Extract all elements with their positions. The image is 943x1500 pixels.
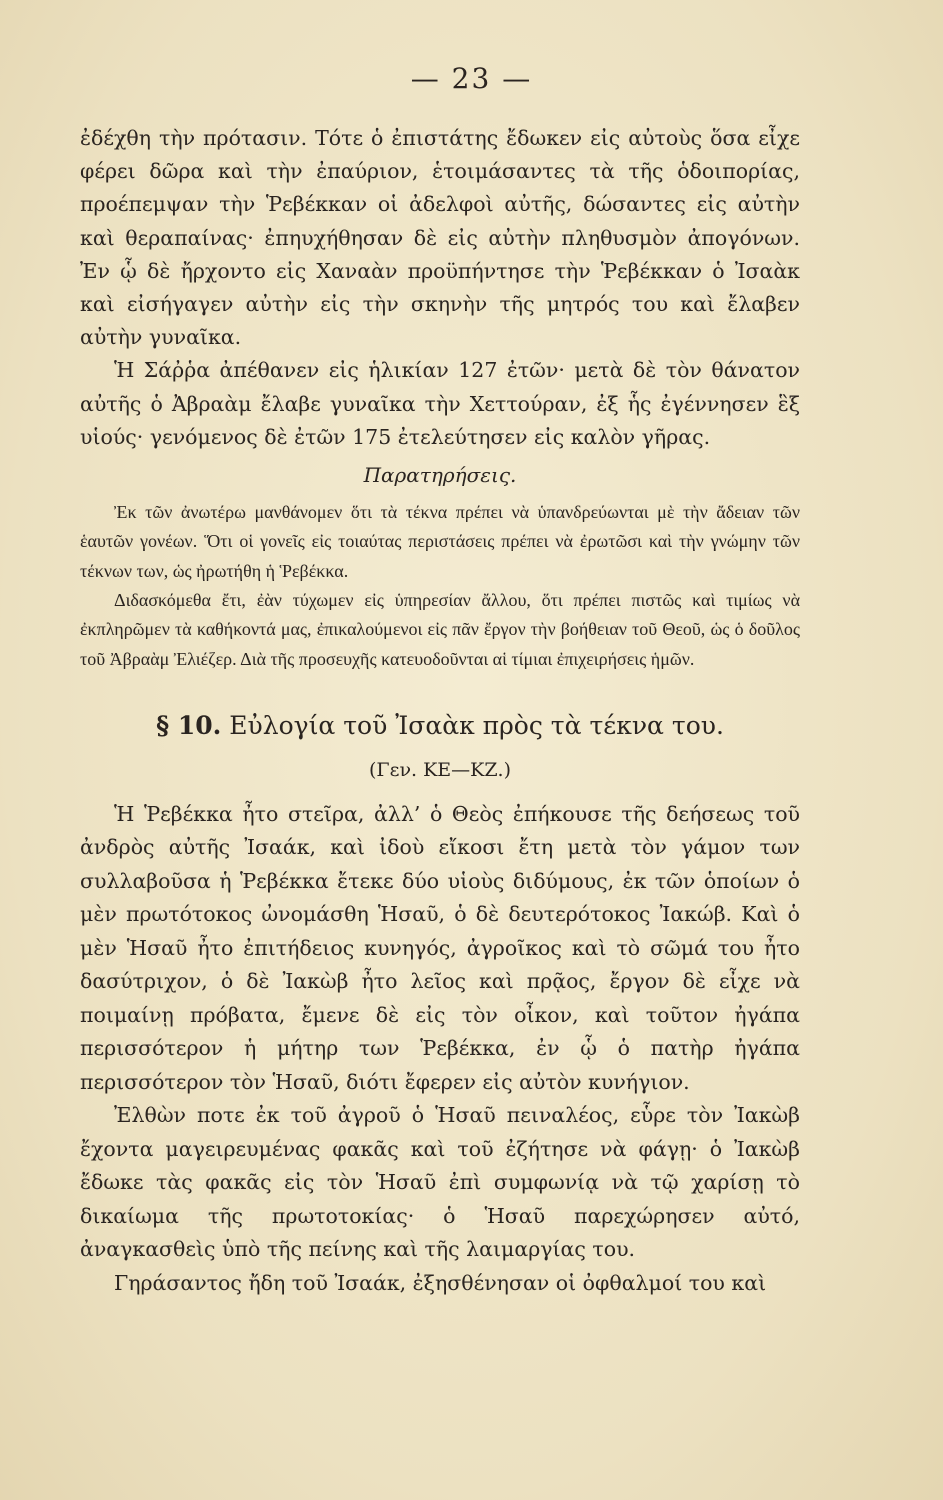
- page-content: [80, 122, 800, 1300]
- section-number: § 10.: [156, 710, 222, 740]
- section-reference: (Γεν. ΚΕ—ΚΖ.): [369, 758, 511, 781]
- observation-paragraph: Ἐκ τῶν ἀνωτέρω μανθάνομεν ὅτι τὰ τέκνα πρέπει νὰ ὑπανδρεύωνται μὲ τὴν ἄδειαν τῶν ἑαυτῶν γονέων. Ὅτι οἱ γονεῖς εἰς τοιαύτας περιστάσεις πρέπει νὰ ἐρωτῶσι καὶ τὴν γνώμην τῶν τέκνων των, ὡς ἠρωτήθη ἡ Ῥεβέκκα.: [80, 502, 800, 581]
- observations-heading: Παρατηρήσεις.: [363, 463, 517, 488]
- section-title: Εὐλογία τοῦ Ἰσαὰκ πρὸς τὰ τέκνα του.: [229, 710, 724, 740]
- paragraph: ἐδέχθη τὴν πρότασιν. Τότε ὁ ἐπιστάτης ἔδωκεν εἰς αὐτοὺς ὅσα εἶχε φέρει δῶρα καὶ τὴν ἐπαύριον, ἑτοιμάσαντες τὰ τῆς ὁδοιπορίας, προέπεμψαν τὴν Ῥεβέκκαν οἱ ἀδελφοὶ αὐτῆς, δώσαντες εἰς αὐτὴν καὶ θεραπαίνας· ἐπηυχήθησαν δὲ εἰς αὐτὴν πληθυσμὸν ἀπογόνων. Ἐν ᾧ δὲ ἤρχοντο εἰς Χαναὰν προϋπήντησε τὴν Ῥεβέκκαν ὁ Ἰσαὰκ καὶ εἰσήγαγεν αὐτὴν εἰς τὴν σκηνὴν τῆς μητρός του καὶ ἔλαβεν αὐτὴν γυναῖκα.: [80, 126, 800, 350]
- paragraph: Γηράσαντος ἤδη τοῦ Ἰσαάκ, ἐξησθένησαν οἱ ὀφθαλμοί του καὶ: [114, 1270, 767, 1295]
- paragraph: Ἡ Ῥεβέκκα ἦτο στεῖρα, ἀλλ’ ὁ Θεὸς ἐπήκουσε τῆς δεήσεως τοῦ ἀνδρὸς αὐτῆς Ἰσαάκ, καὶ ἰδοὺ εἴκοσι ἔτη μετὰ τὸν γάμον των συλλαβοῦσα ἡ Ῥεβέκκα ἔτεκε δύο υἱοὺς διδύμους, ἐκ τῶν ὁποίων ὁ μὲν πρωτότοκος ὠνομάσθη Ἡσαῦ, ὁ δὲ δευτερότοκος Ἰακώβ. Καὶ ὁ μὲν Ἡσαῦ ἦτο ἐπιτήδειος κυνηγός, ἀγροῖκος καὶ τὸ σῶμά του ἦτο δασύτριχον, ὁ δὲ Ἰακὼβ ἦτο λεῖος καὶ πρᾷος, ἔργον δὲ εἶχε νὰ ποιμαίνῃ πρόβατα, ἔμενε δὲ εἰς τὸν οἶκον, καὶ τοῦτον ἠγάπα περισσότερον ἡ μήτηρ των Ῥεβέκκα, ἐν ᾧ ὁ πατὴρ ἠγάπα περισσότερον τὸν Ἡσαῦ, διότι ἔφερεν εἰς αὐτὸν κυνήγιον.: [80, 801, 800, 1094]
- paragraph: Ἡ Σάῤῥα ἀπέθανεν εἰς ἡλικίαν 127 ἐτῶν· μετὰ δὲ τὸν θάνατον αὐτῆς ὁ Ἀβραὰμ ἔλαβε γυναῖκα τὴν Χεττούραν, ἐξ ἧς ἐγέννησεν ἓξ υἱούς· γενόμενος δὲ ἐτῶν 175 ἐτελεύτησεν εἰς καλὸν γῆρας.: [80, 358, 800, 449]
- section-heading: [80, 702, 800, 750]
- page-number: — 23 —: [410, 62, 533, 95]
- section-body: [80, 798, 800, 1301]
- observation-paragraph: Διδασκόμεθα ἔτι, ἐὰν τύχωμεν εἰς ὑπηρεσίαν ἄλλου, ὅτι πρέπει πιστῶς καὶ τιμίως νὰ ἐκπληρῶμεν τὰ καθήκοντά μας, ἐπικαλούμενοι εἰς πᾶν ἔργον τὴν βοήθειαν τοῦ Θεοῦ, ὡς ὁ δοῦλος τοῦ Ἀβραὰμ Ἐλιέζερ. Διὰ τῆς προσευχῆς κατευοδοῦνται αἱ τίμιαι ἐπιχειρήσεις ἡμῶν.: [80, 589, 800, 669]
- paragraph: Ἐλθὼν ποτε ἐκ τοῦ ἀγροῦ ὁ Ἡσαῦ πειναλέος, εὗρε τὸν Ἰακὼβ ἔχοντα μαγειρευμένας φακᾶς καὶ τοῦ ἐζήτησε νὰ φάγῃ· ὁ Ἰακὼβ ἔδωκε τὰς φακᾶς εἰς τὸν Ἡσαῦ ἐπὶ συμφωνίᾳ νὰ τῷ χαρίσῃ τὸ δικαίωμα τῆς πρωτοτοκίας· ὁ Ἡσαῦ παρεχώρησεν αὐτό, ἀναγκασθεὶς ὑπὸ τῆς πείνης καὶ τῆς λαιμαργίας του.: [80, 1103, 800, 1262]
